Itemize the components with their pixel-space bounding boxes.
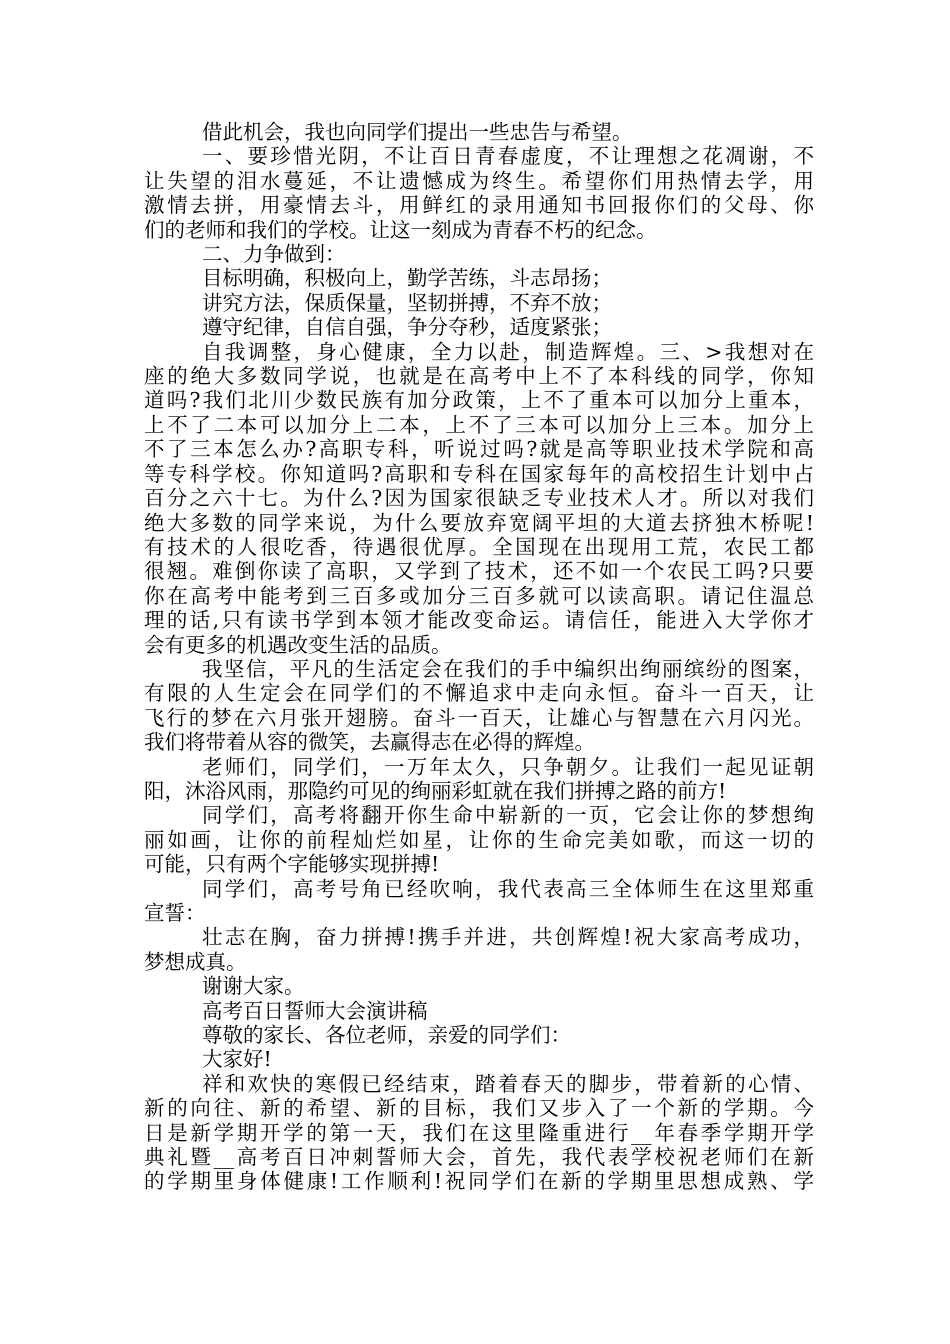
text-line: 你在高考中能考到三百多或加分三百多就可以读高职。请记住温总 <box>144 583 814 608</box>
text-line: 会有更多的机遇改变生活的品质。 <box>144 632 452 657</box>
text-line: 很翘。难倒你读了高职，又学到了技术，还不如一个农民工吗?只要 <box>144 559 814 584</box>
text-line: 有技术的人很吃香，待遇很优厚。全国现在出现用工荒，农民工都 <box>144 534 814 559</box>
text-line: 宣誓： <box>144 901 206 925</box>
text-line: 梦想成真。 <box>144 949 247 974</box>
text-line: 上不了二本可以加分上二本，上不了三本可以加分上三本。加分上 <box>144 412 814 437</box>
text-line: 典礼暨__高考百日冲刺誓师大会，首先，我代表学校祝老师们在新 <box>144 1145 814 1170</box>
text-line: 遵守纪律，自信自强，争分夺秒，适度紧张； <box>202 315 612 340</box>
text-line: 谢谢大家。 <box>202 974 305 999</box>
text-line: 高考百日誓师大会演讲稿 <box>202 998 428 1023</box>
document-body <box>144 120 814 1194</box>
text-line: 不了三本怎么办?高职专科，听说过吗?就是高等职业技术学院和高 <box>144 437 814 462</box>
text-line: 老师们，同学们，一万年太久，只争朝夕。让我们一起见证朝 <box>202 754 814 779</box>
text-line: 目标明确，积极向上，勤学苦练，斗志昂扬； <box>202 266 612 291</box>
text-line: 让失望的泪水蔓延，不让遗憾成为终生。希望你们用热情去学，用 <box>144 168 814 193</box>
text-line: 讲究方法，保质保量，坚韧拼搏，不弃不放； <box>202 290 612 315</box>
text-line: 同学们，高考将翻开你生命中崭新的一页，它会让你的梦想绚 <box>202 803 814 828</box>
text-line: 的学期里身体健康!工作顺利!祝同学们在新的学期里思想成熟、学 <box>144 1169 814 1194</box>
text-line: 日是新学期开学的第一天，我们在这里隆重进行__年春季学期开学 <box>144 1120 814 1145</box>
text-line: 道吗?我们北川少数民族有加分政策，上不了重本可以加分上重本， <box>144 388 814 413</box>
text-line: 绝大多数的同学来说，为什么要放弃宽阔平坦的大道去挤独木桥呢! <box>144 510 814 535</box>
text-line: 座的绝大多数同学说，也就是在高考中上不了本科线的同学，你知 <box>144 364 814 389</box>
text-line: 激情去拼，用豪情去斗，用鲜红的录用通知书回报你们的父母、你 <box>144 193 814 218</box>
text-line: 百分之六十七。为什么?因为国家很缺乏专业技术人才。所以对我们 <box>144 486 814 511</box>
text-line: 们的老师和我们的学校。让这一刻成为青春不朽的纪念。 <box>144 217 657 242</box>
text-line: 有限的人生定会在同学们的不懈追求中走向永恒。奋斗一百天，让 <box>144 681 814 706</box>
text-line: 祥和欢快的寒假已经结束，踏着春天的脚步，带着新的心情、 <box>202 1071 814 1096</box>
text-line: 大家好! <box>202 1047 272 1072</box>
text-line: 可能，只有两个字能够实现拼搏! <box>144 852 440 877</box>
text-line: 阳，沐浴风雨，那隐约可见的绚丽彩虹就在我们拼搏之路的前方! <box>144 778 727 803</box>
text-line: 我坚信，平凡的生活定会在我们的手中编织出绚丽缤纷的图案， <box>202 656 814 681</box>
text-line: 尊敬的家长、各位老师，亲爱的同学们： <box>202 1023 571 1048</box>
text-line: 自我调整，身心健康，全力以赴，制造辉煌。三、>我想对在 <box>202 339 814 364</box>
text-line: 我们将带着从容的微笑，去赢得志在必得的辉煌。 <box>144 730 595 755</box>
text-line: 一、要珍惜光阴，不让百日青春虚度，不让理想之花凋谢，不 <box>202 144 814 169</box>
text-line: 飞行的梦在六月张开翅膀。奋斗一百天，让雄心与智慧在六月闪光。 <box>144 705 814 730</box>
text-line: 丽如画，让你的前程灿烂如星，让你的生命完美如歌，而这一切的 <box>144 827 814 852</box>
text-line: 等专科学校。你知道吗?高职和专科在国家每年的高校招生计划中占 <box>144 461 814 486</box>
text-line: 借此机会，我也向同学们提出一些忠告与希望。 <box>202 120 633 144</box>
text-line: 二、力争做到： <box>202 242 346 267</box>
text-line: 新的向往、新的希望、新的目标，我们又步入了一个新的学期。今 <box>144 1096 814 1121</box>
text-line: 理的话,只有读书学到本领才能改变命运。请信任，能进入大学你才 <box>144 608 814 633</box>
text-line: 壮志在胸，奋力拼搏!携手并进，共创辉煌!祝大家高考成功， <box>202 925 814 950</box>
text-line: 同学们，高考号角已经吹响，我代表高三全体师生在这里郑重 <box>202 876 814 901</box>
